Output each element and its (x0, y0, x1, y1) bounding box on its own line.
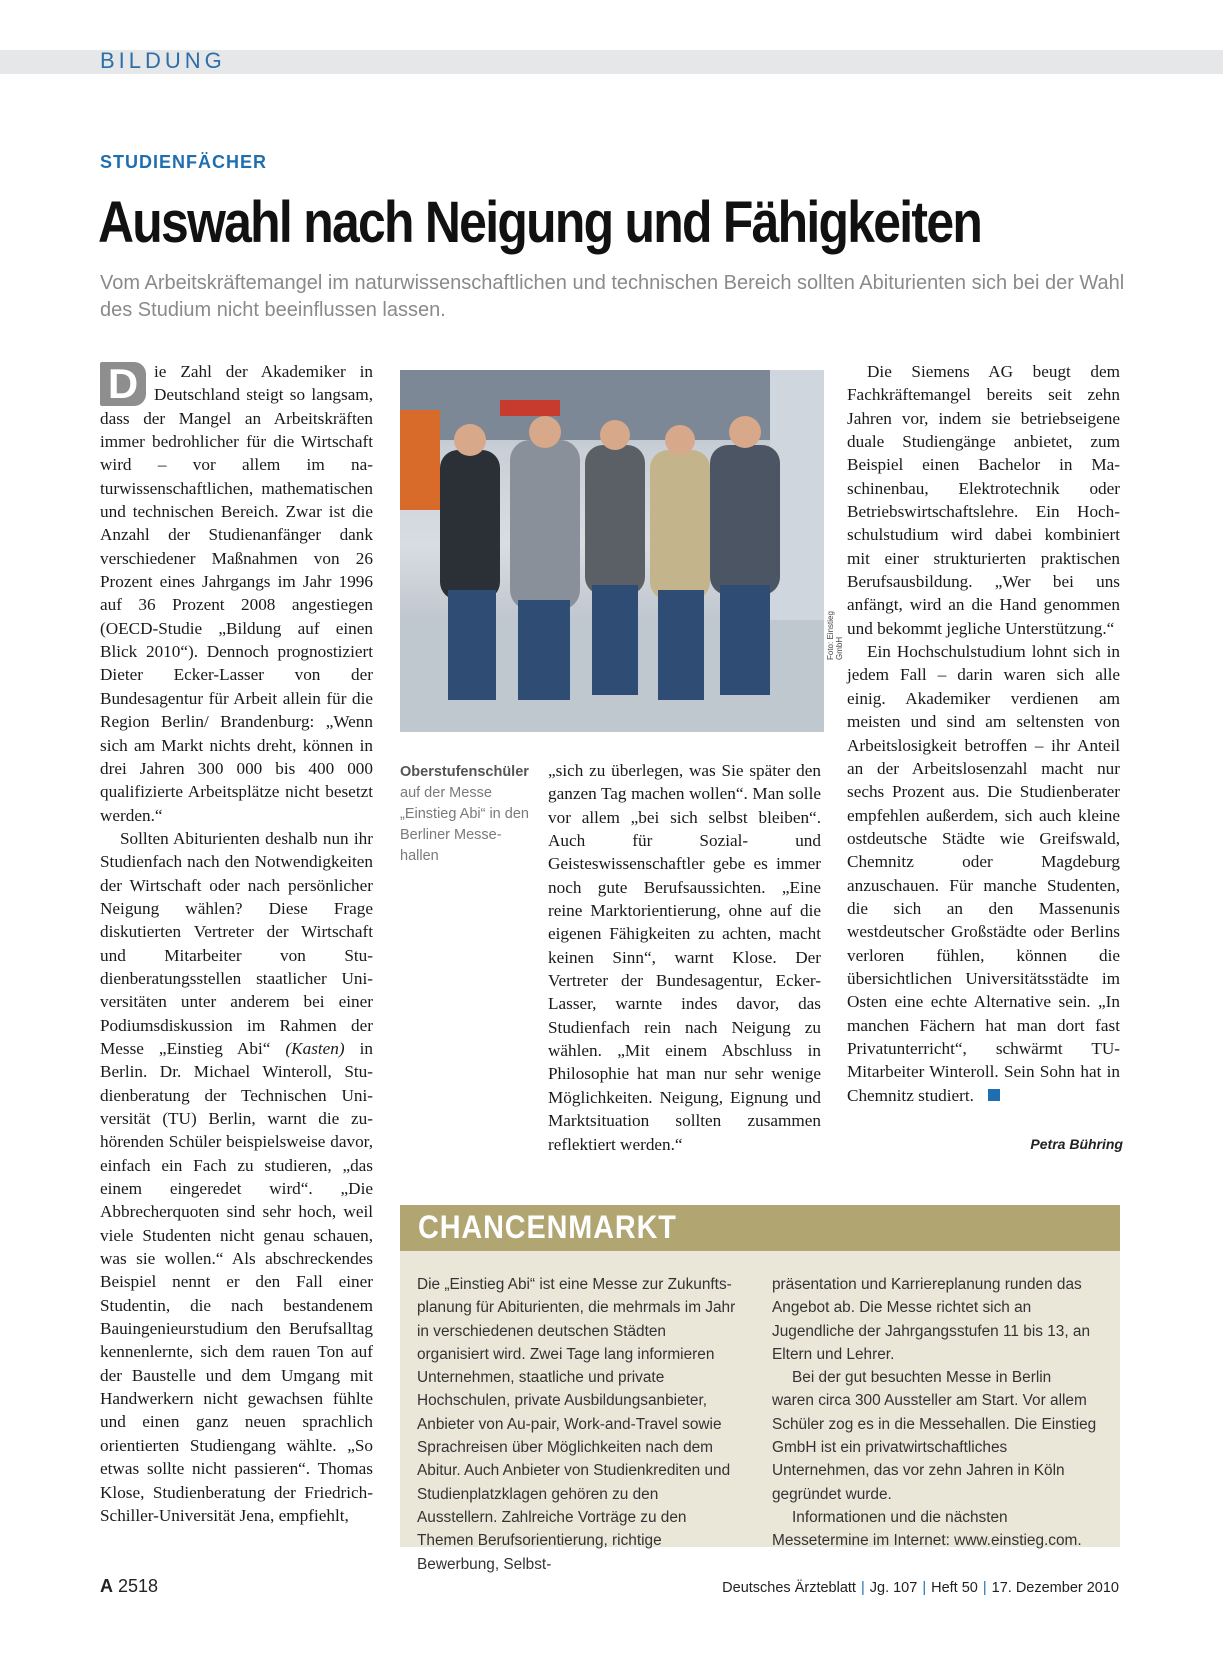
paragraph (100, 827, 373, 1527)
separator: | (982, 1580, 987, 1596)
page-number-value: 2518 (118, 1576, 159, 1596)
article-kicker: STUDIENFÄCHER (100, 152, 268, 172)
paragraph (847, 640, 1120, 1107)
paragraph: Informationen und die nächsten Messetermine im Internet: www.einstieg.com. (772, 1508, 1082, 1550)
page-prefix: A (100, 1576, 113, 1596)
section-label: BILDUNG (100, 48, 226, 73)
paragraph-text: Sollten Abiturienten deshalb nun ihr Studienfach nach den Notwendigkeiten der Wirtschaft oder nach persönlicher Neigung wählen? Diese Frage diskutierten Vertreter der Wirtschaft und Mitarbeiter von Studienberatungsstellen staatlicher Universitäten unter anderem bei einer Podiumsdiskussion im Rahmen der Messe „Einstieg Abi“ (100, 828, 373, 1058)
caption-text: auf der Messe „Einstieg Abi“ in den Berliner Messehallen (400, 785, 529, 864)
paragraph: Bei der gut besuchten Messe in Berlin waren circa 300 Aussteller am Start. Vor allem Schüler zog es in die Messehallen. Die Einstieg GmbH ist ein privatwirtschaftliches Unternehmen, das vor zehn Jahren in Köln gegründet wurde. (772, 1369, 1097, 1503)
journal-date: 17. Dezember 2010 (991, 1580, 1119, 1596)
paragraph-text: ie Zahl der Akademiker in Deutschland steigt so langsam, dass der Mangel an Arbeitskräften immer bedrohlicher für die Wirtschaft wird – vor allem im naturwissenschaftlichen, mathematischen und technischen Bereich. Zwar ist die Anzahl der Studienanfänger dank verschiedener Maßnahmen von 26 Prozent eines Jahrgangs im Jahr 1996 auf 36 Prozent 2008 angestiegen (OECD-Studie „Bildung auf einen Blick 2010“). Dennoch prognostiziert Dieter Ecker-Lasser von der Bundesagentur für Arbeit allein für die Region Berlin/ Brandenburg: „Wenn sich am Markt nichts dreht, können in drei Jahren 300 000 bis 400 000 qualifizierte Arbeitsplätze nicht besetzt werden.“ (100, 362, 373, 825)
info-box-title: CHANCENMARKT (418, 1209, 677, 1245)
students-photo (400, 370, 824, 732)
journal-name: Deutsches Ärzteblatt (722, 1580, 856, 1596)
article-headline: Auswahl nach Neigung und Fähigkeiten (98, 190, 982, 255)
paragraph: Die „Einstieg Abi“ ist eine Messe zur Zukunftsplanung für Abiturienten, die mehrmals im Jahr in verschiedenen deutschen Städten organisiert wird. Zwei Tage lang informieren Unternehmen, staatliche und private Hochschulen, private Ausbildungsanbieter, Anbieter von Au-pair, Work-and-Travel sowie Sprachreisen über Möglichkeiten nach dem Abitur. Auch Anbieter von Studienkrediten und Studienplatzklagen gehören zu den Ausstellern. Zahlreiche Vorträge zu den Themen Berufsorientierung, richtige Bewerbung, Selbst- (417, 1276, 736, 1573)
paragraph-text: Ein Hochschulstudium lohnt sich in jedem Fall – darin waren sich alle einig. Akademiker verdienen am meisten und sind am seltensten von Arbeitslosigkeit betroffen – ihr Anteil an der Arbeitslosenzahl macht nur sechs Prozent aus. Die Studienberater empfehlen außerdem, sich auch kleine ostdeutsche Städte wie Greifswald, Chemnitz oder Magdeburg anzuschauen. Für manche Studenten, die sich an den Massenunis westdeutscher Großstädte oder Berlins verloren fühlen, können die übersichtlichen Universitätsstädte im Osten eine echte Alternative sein. „In manchen Fächern hat man dort fast Privatunterricht“, schwärmt TU-Mitarbeiter Winteroll. Sein Sohn hat in Chemnitz studiert. (847, 642, 1120, 1105)
info-box (400, 1205, 1120, 1573)
separator: | (922, 1580, 927, 1596)
photo-illustration (400, 370, 824, 732)
paragraph: Die Siemens AG beugt dem Fachkräftemangel bereits seit zehn Jahren vor, indem sie betriebseigene duale Studiengänge anbietet, zum Beispiel einen Bachelor in Maschinenbau, Elektrotechnik oder Betriebswirtschaftslehre. Ein Hochschulstudium wird dabei kombiniert mit einer strukturierten praktischen Berufsausbildung. „Wer bei uns anfängt, wird an die Hand genommen und bekommt jegliche Unterstützung.“ (847, 362, 1120, 638)
caption-title: Oberstufenschüler (400, 764, 529, 780)
article-lead: Vom Arbeitskräftemangel im naturwissenschaftlichen und technischen Bereich sollten Abiturienten sich bei der Wahl des Studium nicht beeinflussen lassen. (100, 272, 1125, 321)
paragraph: „sich zu überlegen, was Sie später den ganzen Tag machen wollen“. Man solle vor allem „bei sich selbst bleiben“. Auch für Sozial- und Geisteswissenschaftler gebe es immer noch gute Berufsaussichten. „Eine reine Marktorientierung, ohne auf die eigenen Fähigkeiten zu achten, macht keinen Sinn“, warnt Klose. Der Vertreter der Bundesagentur, Ecker-Lasser, warnte indes davor, das Studienfach rein nach Neigung zu wählen. „Mit einem Abschluss in Philosophie hat man nur sehr wenige Möglichkeiten. Neigung, Eignung und Marktsituation sollten zusammen reflektiert werden.“ (548, 761, 821, 1154)
article-column-3 (847, 360, 1120, 1107)
journal-footer (722, 1580, 1119, 1596)
photo-credit: Foto: Einstieg GmbH (826, 611, 844, 660)
info-box-column-1 (417, 1273, 742, 1576)
journal-volume: Jg. 107 (869, 1580, 918, 1596)
info-box-header (400, 1205, 1120, 1251)
paragraph: präsentation und Karriereplanung runden das Angebot ab. Die Messe richtet sich an Jugendliche der Jahrgangsstufen 11 bis 13, an Eltern und Lehrer. (772, 1276, 1091, 1363)
article-column-2 (548, 759, 821, 1156)
box-reference: (Kasten) (285, 1038, 345, 1058)
paragraph (100, 360, 373, 827)
separator: | (860, 1580, 865, 1596)
author-name: Petra Bühring (1030, 1136, 1123, 1152)
end-mark-icon (988, 1089, 1000, 1101)
drop-cap: D (100, 362, 146, 406)
paragraph-text: in Berlin. Dr. Michael Winteroll, Studienberatung der Technischen Universität (TU) Berlin, warnt die zuhörenden Schüler beispielsweise davor, einfach ein Fach zu studieren, „das einem eingeredet wird“. „Die Abbrecherquoten sind sehr hoch, weil viele Studenten nicht genau schauen, was sie wollen.“ Als abschreckendes Beispiel nennt er den Fall einer Studentin, die nach bestandenem Bauingenieurstudium den Berufsalltag kennenlernte, sich dem rauen Ton auf der Baustelle und dem Umgang mit Handwerkern nicht gewachsen fühlte und einen ganz neuen sprachlich orientierten Studiengang wählte. „So etwas sollte nicht passieren“. Thomas Klose, Studienberatung der Friedrich-Schiller-Universität Jena, empfiehlt, (100, 1038, 374, 1525)
journal-issue: Heft 50 (931, 1580, 978, 1596)
info-box-column-2 (772, 1273, 1097, 1553)
page-number (100, 1576, 158, 1597)
article-column-1 (100, 360, 373, 1527)
photo-caption (400, 762, 530, 867)
